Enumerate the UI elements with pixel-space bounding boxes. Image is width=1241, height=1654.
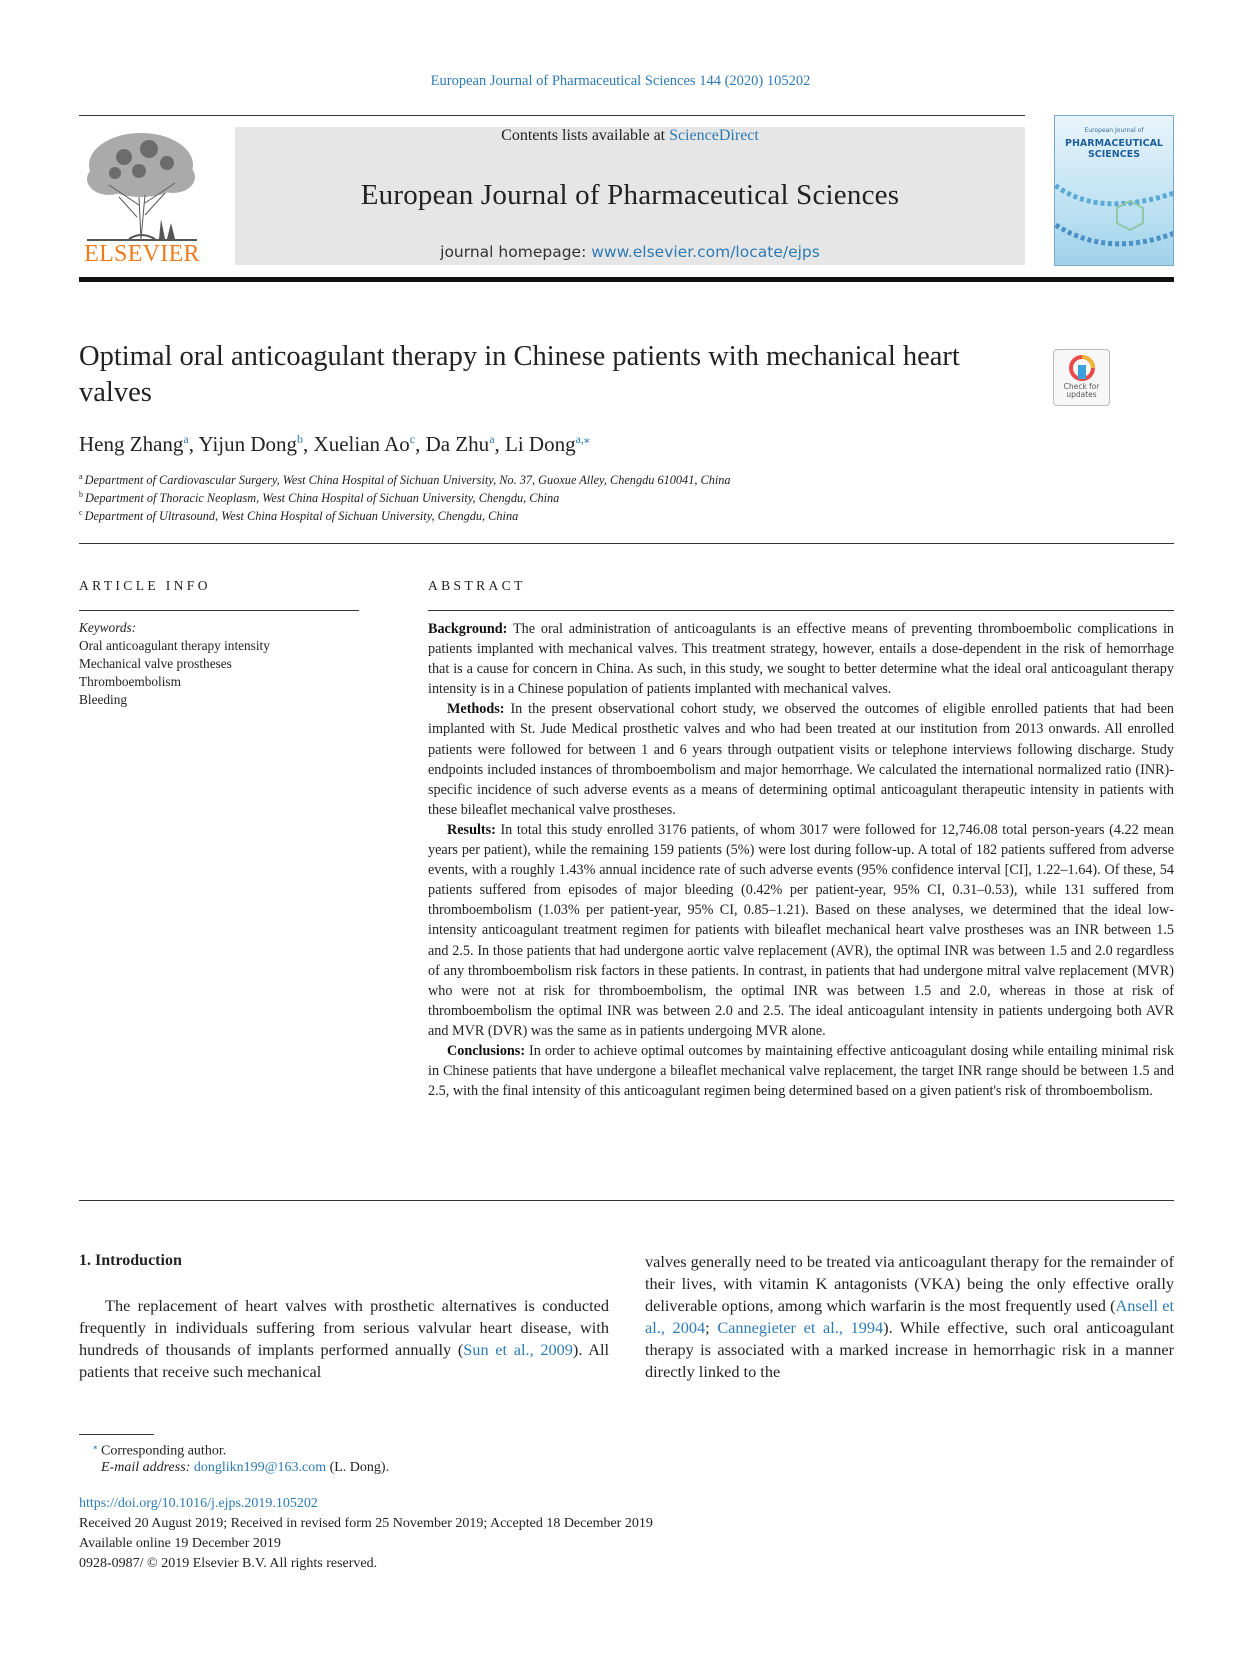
affiliation: $^c$ Department of Ultrasound, West China Hospital of Sichuan University, Chengdu, China: [79, 508, 519, 524]
author[interactable]: Yijun Dong$^b$: [198, 432, 304, 456]
elsevier-wordmark: ELSEVIER: [84, 241, 200, 267]
journal-title: European Journal of Pharmaceutical Sciences: [360, 179, 900, 211]
crossmark-text-1: Check for: [1063, 382, 1100, 391]
body-column-right: [645, 1251, 1174, 1383]
abstract-background: Background: The oral administration of anticoagulants is an effective means of preventing thromboembolic complications in patients implanted with mechanical valves. This treatment strategy, however, entails a dose-dependent in the risk of hemorrhage that is a cause for concern in China. As such, in this study, we sought to better determine what the ideal oral anticoagulant therapy intensity is in a Chinese population of patients implanted with mechanical valves.: [428, 621, 1174, 698]
cover-graphic: [1055, 161, 1173, 266]
body-column-left: [79, 1295, 609, 1383]
author-list: Heng Zhang$^a$, Yijun Dong$^b$, Xuelian Ao$^c$, Da Zhu$^a$, Li Dong$^{a,⁎}$: [79, 432, 590, 456]
contents-prefix: Contents lists available at: [501, 127, 670, 144]
reference-link[interactable]: Sun et al., 2009: [463, 1340, 573, 1359]
affiliation: $^a$ Department of Cardiovascular Surgery, West China Hospital of Sichuan University, No. 37, Guoxue Alley, Chengdu 610041, China: [79, 472, 731, 488]
footnote-rule: [79, 1434, 154, 1435]
keyword: Bleeding: [79, 692, 128, 707]
intro-paragraph: The replacement of heart valves with prosthetic alternatives is conducted frequently in individuals suffering from serious valvular heart disease, with hundreds of thousands of implants performed annually (Sun et al., 2009). All patients that receive such mechanical: [79, 1296, 610, 1381]
author[interactable]: Xuelian Ao$^c$: [313, 432, 416, 456]
available-online: Available online 19 December 2019: [79, 1536, 281, 1551]
article-info-heading: ARTICLE INFO: [79, 578, 211, 593]
keyword: Thromboembolism: [79, 674, 181, 689]
abstract-results: Results: In total this study enrolled 3176 patients, of whom 3017 were followed for 12,746.08 total person-years (4.22 mean years per patient), while the remaining 159 patients (5%) were lost during follow-up. A total of 182 patients suffered from adverse events, with a roughly 1.43% annual incidence rate of such adverse events (95% confidence interval [CI], 1.22–1.64). Of these, 54 patients suffered from episodes of major bleeding (0.42% per patient-year, 95% CI, 0.31–0.53), while 131 suffered from thromboembolism (1.03% per patient-year, 95% CI, 0.85–1.21). Based on these analyses, we determined that the ideal low-intensity anticoagulant treatment regimen for patients with bileaflet mechanical heart valve prostheses was an INR between 1.5 and 2.5. In those patients that had undergone aortic valve replacement (AVR), the optimal INR was between 1.5 and 2.0 regardless of any thromboembolism risk factors in these patients. In contrast, in patients that had undergone mitral valve replacement (MVR) who were not at risk for thromboembolism, the optimal INR was between 1.5 and 2.0, whereas in those at risk of thromboembolism the optimal INR was between 2.0 and 2.5. The ideal anticoagulant intensity in patients undergoing both AVR and MVR (DVR) was the same as in patients undergoing MVR alone.: [428, 821, 1174, 1039]
doi-link[interactable]: https://doi.org/10.1016/j.ejps.2019.105202: [79, 1496, 318, 1511]
abstract-rule: [428, 610, 1174, 611]
journal-banner: [235, 127, 1025, 265]
email-note: E-mail address: donglikn199@163.com (L. Dong).: [101, 1460, 390, 1475]
reference-link[interactable]: Ansell et al., 2004: [645, 1296, 1174, 1337]
cover-title-line-1: PHARMACEUTICAL: [1065, 138, 1163, 149]
header-rule: [79, 115, 1025, 116]
keyword: Oral anticoagulant therapy intensity: [79, 638, 270, 653]
abstract-end-rule: [79, 1200, 1174, 1201]
journal-homepage-line: [235, 243, 1025, 261]
contents-available-line: [235, 127, 1025, 145]
article-info-rule: [79, 610, 359, 611]
corresponding-author-note: ⁎ Corresponding author.: [93, 1441, 227, 1459]
sciencedirect-link[interactable]: ScienceDirect: [669, 127, 759, 144]
affiliations-rule: [79, 543, 1174, 544]
keywords-label: Keywords:: [79, 620, 137, 635]
homepage-link[interactable]: www.elsevier.com/locate/ejps: [591, 243, 820, 261]
author[interactable]: Li Dong$^{a,⁎}$: [505, 432, 590, 456]
reference-link[interactable]: Cannegieter et al., 1994: [717, 1318, 884, 1337]
email-link[interactable]: donglikn199@163.com: [193, 1460, 327, 1475]
abstract-methods: Methods: In the present observational cohort study, we observed the outcomes of eligible enrolled patients that had been implanted with St. Jude Medical prosthetic valves and who had been treated at our institution from 2013 onwards. All enrolled patients were followed for between 1 and 6 years through outpatient visits or telephone interviews following discharge. Study endpoints included instances of thromboembolism and major hemorrhage. We calculated the international normalized ratio (INR)-specific incidence of such adverse events as a means of determining optimal anticoagulant therapeutic intensity in patients with these bileaflet mechanical valve prostheses.: [428, 701, 1174, 818]
crossmark-icon: [1069, 355, 1095, 382]
journal-citation[interactable]: European Journal of Pharmaceutical Sciences 144 (2020) 105202: [430, 73, 811, 89]
check-for-updates-button[interactable]: [1053, 349, 1110, 406]
abstract-conclusions: Conclusions: In order to achieve optimal outcomes by maintaining effective anticoagulant dosing while entailing minimal risk in Chinese patients that have undergone a bileaflet mechanical valve replacement, the target INR range should be between 1.5 and 2.5, with the final intensity of this anticoagulant regimen being determined based on a given patient's risk of thromboembolism.: [428, 1042, 1174, 1100]
abstract-heading: ABSTRACT: [428, 578, 526, 593]
intro-paragraph-continued: valves generally need to be treated via anticoagulant therapy for the remainder of their lives, with vitamin K antagonists (VKA) being the only effective orally deliverable options, among which warfarin is the most frequently used (Ansell et al., 2004; Cannegieter et al., 1994). While effective, such oral anticoagulant therapy is associated with a marked increase in hemorrhagic risk in a manner directly linked to the: [645, 1252, 1174, 1381]
journal-cover-thumbnail[interactable]: [1054, 115, 1174, 266]
received-dates: Received 20 August 2019; Received in revised form 25 November 2019; Accepted 18 December 2019: [79, 1516, 653, 1531]
author[interactable]: Da Zhu$^a$: [425, 432, 495, 456]
author[interactable]: Heng Zhang$^a$: [79, 432, 189, 456]
cover-title: [1055, 138, 1173, 160]
copyright: 0928-0987/ © 2019 Elsevier B.V. All rights reserved.: [79, 1556, 378, 1571]
homepage-prefix: journal homepage:: [440, 243, 592, 261]
cover-title-line-2: SCIENCES: [1087, 149, 1141, 160]
crossmark-text-2: updates: [1066, 390, 1097, 399]
keyword: Mechanical valve prostheses: [79, 656, 232, 671]
abstract-body: [428, 619, 1174, 1101]
check-for-updates-label: [1054, 383, 1109, 399]
introduction-heading: 1. Introduction: [79, 1252, 182, 1269]
article-title: Optimal oral anticoagulant therapy in Chinese patients with mechanical heart valves: [79, 341, 960, 408]
cover-subtitle: European Journal of: [1084, 127, 1144, 134]
header-thick-rule: [79, 277, 1174, 282]
affiliation: $^b$ Department of Thoracic Neoplasm, West China Hospital of Sichuan University, Chengdu, China: [79, 490, 560, 506]
